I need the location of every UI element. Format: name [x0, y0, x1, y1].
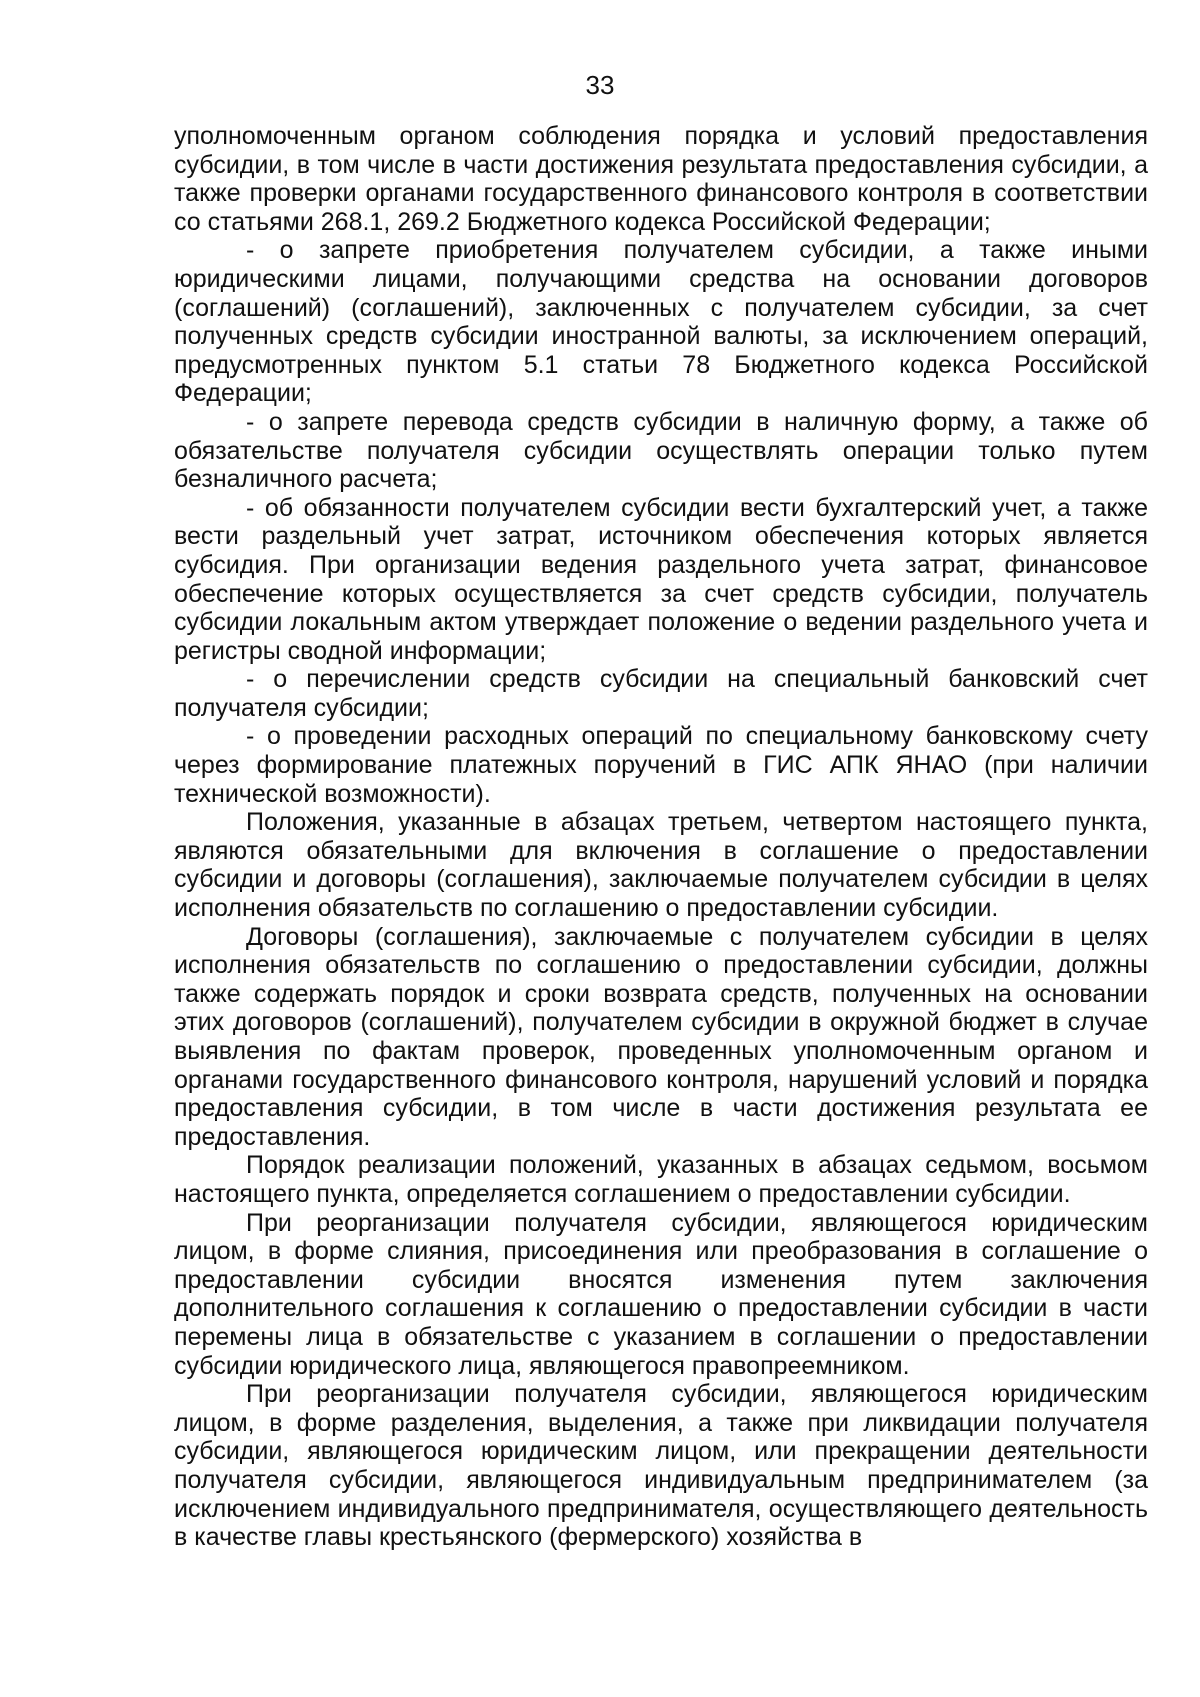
paragraph-payment-orders: - о проведении расходных операций по специальному банковскому счету через формирование платежных поручений в ГИС АПК ЯНАО (при наличии технической возможности).: [174, 722, 1148, 808]
paragraph-mandatory-provisions: Положения, указанные в абзацах третьем, четвертом настоящего пункта, являются обязательными для включения в соглашение о предоставлении субсидии и договоры (соглашения), заключаемые получателем субсидии в целях исполнения обязательств по соглашению о предоставлении субсидии.: [174, 808, 1148, 923]
paragraph-reorganization-merger: При реорганизации получателя субсидии, являющегося юридическим лицом, в форме слияния, присоединения или преобразования в соглашение о предоставлении субсидии вносятся изменения путем заключения дополнительного соглашения к соглашению о предоставлении субсидии в части перемены лица в обязательстве с указанием в соглашении о предоставлении субсидии юридического лица, являющегося правопреемником.: [174, 1208, 1148, 1380]
document-body: [174, 122, 1148, 1552]
page-number: 33: [585, 70, 615, 100]
paragraph-contracts-refund: Договоры (соглашения), заключаемые с получателем субсидии в целях исполнения обязательств по соглашению о предоставлении субсидии, должны также содержать порядок и сроки возврата средств, полученных на основании этих договоров (соглашений), получателем субсидии в окружной бюджет в случае выявления по фактам проверок, проведенных уполномоченным органом и органами государственного финансового контроля, нарушений условий и порядка предоставления субсидии, в том числе в части достижения результата ее предоставления.: [174, 922, 1148, 1151]
paragraph-reorganization-division: При реорганизации получателя субсидии, являющегося юридическим лицом, в форме разделения, выделения, а также при ликвидации получателя субсидии, являющегося юридическим лицом, или прекращении деятельности получателя субсидии, являющегося индивидуальным предпринимателем (за исключением индивидуального предпринимателя, осуществляющего деятельность в качестве главы крестьянского (фермерского) хозяйства в: [174, 1380, 1148, 1552]
paragraph-implementation-procedure: Порядок реализации положений, указанных в абзацах седьмом, восьмом настоящего пункта, определяется соглашением о предоставлении субсидии.: [174, 1151, 1148, 1208]
paragraph-special-account-transfer: - о перечислении средств субсидии на специальный банковский счет получателя субсидии;: [174, 665, 1148, 722]
paragraph-foreign-currency-ban: - о запрете приобретения получателем субсидии, а также иными юридическими лицами, получающими средства на основании договоров (соглашений) (соглашений), заключенных с получателем субсидии, за счет полученных средств субсидии иностранной валюты, за исключением операций, предусмотренных пунктом 5.1 статьи 78 Бюджетного кодекса Российской Федерации;: [174, 236, 1148, 408]
paragraph-accounting-obligation: - об обязанности получателем субсидии вести бухгалтерский учет, а также вести раздельный учет затрат, источником обеспечения которых является субсидия. При организации ведения раздельного учета затрат, финансовое обеспечение которых осуществляется за счет средств субсидии, получатель субсидии локальным актом утверждает положение о ведении раздельного учета и регистры сводной информации;: [174, 493, 1148, 665]
paragraph-cash-transfer-ban: - о запрете перевода средств субсидии в наличную форму, а также об обязательстве получателя субсидии осуществлять операции только путем безналичного расчета;: [174, 407, 1148, 494]
paragraph-continuation: уполномоченным органом соблюдения порядка и условий предоставления субсидии, в том числе в части достижения результата предоставления субсидии, а также проверки органами государственного финансового контроля в соответствии со статьями 268.1, 269.2 Бюджетного кодекса Российской Федерации;: [174, 122, 1148, 236]
